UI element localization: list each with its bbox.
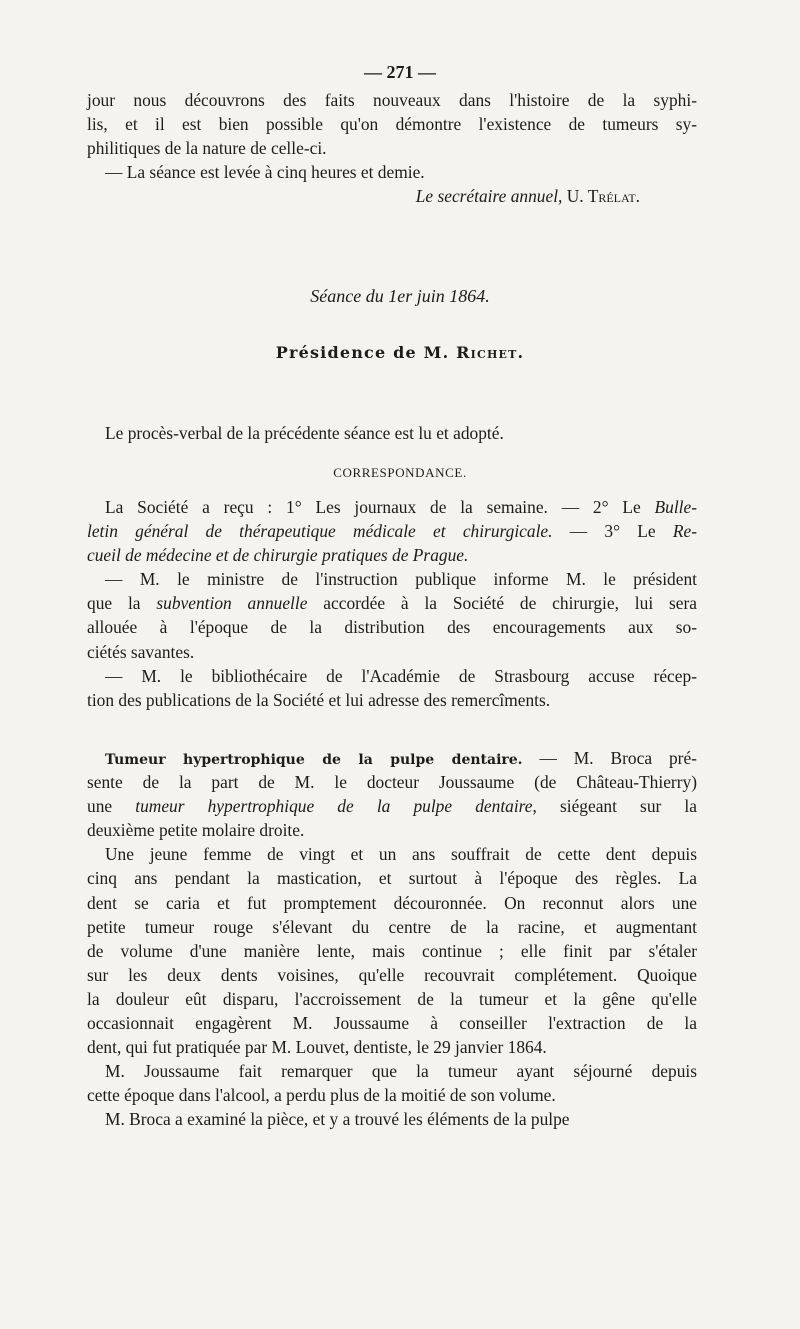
text-run: sente de la part de M. le docteur Joussaume (de Château-Thierry) — [87, 772, 697, 793]
tumeur-paragraph — [87, 746, 697, 1132]
text-run: dent, qui fut pratiquée par M. Louvet, dentiste, le 29 janvier 1864. — [87, 1037, 547, 1058]
text-line — [87, 1059, 697, 1083]
text-run: cinq ans pendant la mastication, et surtout à l'époque des règles. La — [87, 868, 697, 889]
text-run: deuxième petite molaire droite. — [87, 820, 305, 841]
italic-run: subvention annuelle — [156, 593, 308, 614]
signature-name: U. Trélat. — [566, 186, 640, 207]
text-line — [87, 891, 697, 915]
text-line — [87, 866, 697, 890]
text-line — [87, 640, 697, 664]
text-line — [87, 519, 697, 543]
text-run: M. Broca a examiné la pièce, et y a trouvé les éléments de la pulpe — [105, 1109, 570, 1130]
italic-run: tumeur hypertrophique de la pulpe dentaire — [135, 796, 533, 817]
text-line — [87, 1107, 697, 1131]
text-run: petite tumeur rouge s'élevant du centre de la racine, et augmentant — [87, 916, 697, 937]
section-heading: Tumeur hypertrophique de la pulpe dentaire. — [105, 752, 523, 768]
text-run: dent se caria et fut promptement découronnée. On reconnut alors une — [87, 892, 697, 913]
text-line — [87, 567, 697, 591]
text-line — [87, 987, 697, 1011]
text-run: — M. Broca pré- — [522, 748, 697, 768]
text-line: Le procès-verbal de la précédente séance est lu et adopté. — [105, 423, 504, 443]
text-line — [87, 963, 697, 987]
proces-verbal-paragraph — [87, 421, 697, 445]
text-run: accordée à la Société de chirurgie, lui sera — [307, 593, 697, 614]
text-line — [87, 688, 697, 712]
signature-role: Le secrétaire annuel, — [415, 186, 563, 207]
italic-run: cueil de médecine et de chirurgie pratiques de Prague. — [87, 545, 469, 566]
italic-run: Bulle- — [654, 497, 697, 517]
seance-title: Séance du 1er juin 1864. — [310, 286, 490, 306]
text-line: philitiques de la nature de celle-ci. — [87, 138, 327, 159]
text-run: occasionnait engagèrent M. Joussaume à conseiller l'extraction de la — [87, 1013, 697, 1034]
text-line — [87, 842, 697, 866]
text-line — [87, 1035, 697, 1059]
text-run: — 3° Le — [552, 521, 673, 542]
text-line: jour nous découvrons des faits nouveaux dans l'histoire de la syphi- — [87, 90, 697, 110]
text-line — [87, 794, 697, 818]
text-run: tion des publications de la Société et lui adresse des remercîments. — [87, 689, 551, 710]
italic-run: Re- — [672, 521, 697, 542]
text-line — [87, 915, 697, 939]
text-run: une — [87, 796, 136, 817]
text-run: ciétés savantes. — [87, 641, 195, 662]
text-line — [87, 939, 697, 963]
correspondance-paragraph — [87, 495, 697, 712]
italic-run: letin général de thérapeutique médicale et chirurgicale. — [87, 521, 553, 542]
presidence-name: Richet. — [456, 343, 525, 362]
text-line — [87, 1011, 697, 1035]
text-line — [87, 543, 697, 567]
presidence-prefix: Présidence de M. — [275, 343, 450, 362]
text-line — [87, 1083, 697, 1107]
text-run: de volume d'une manière lente, mais continue ; elle finit par s'étaler — [87, 940, 697, 961]
text-run: — M. le ministre de l'instruction publique informe M. le président — [105, 569, 697, 590]
text-run: que la — [87, 593, 157, 614]
text-line: lis, et il est bien possible qu'on démontre l'existence de tumeurs sy- — [87, 114, 697, 135]
text-run: allouée à l'époque de la distribution des encouragements aux so- — [87, 617, 697, 638]
text-line — [87, 615, 697, 639]
text-run: M. Joussaume fait remarquer que la tumeur ayant séjourné depuis — [105, 1061, 697, 1082]
presidence-line — [0, 343, 800, 362]
text-run: cette époque dans l'alcool, a perdu plus de la moitié de son volume. — [87, 1085, 556, 1106]
text-line — [87, 746, 697, 770]
text-line — [87, 664, 697, 688]
text-run: La Société a reçu : 1° Les journaux de la semaine. — 2° Le — [105, 497, 655, 517]
correspondance-heading: CORRESPONDANCE. — [333, 465, 467, 480]
text-run: la douleur eût disparu, l'accroissement de la tumeur et la gêne qu'elle — [87, 988, 697, 1009]
text-line — [87, 591, 697, 615]
text-run: Une jeune femme de vingt et un ans souffrait de cette dent depuis — [105, 844, 697, 865]
closing-paragraph — [87, 88, 697, 208]
text-line — [87, 770, 697, 794]
signature-line — [87, 184, 697, 208]
text-run: — M. le bibliothécaire de l'Académie de Strasbourg accuse récep- — [105, 665, 697, 686]
text-line — [87, 495, 697, 519]
text-line — [87, 818, 697, 842]
text-run: sur les deux dents voisines, qu'elle recouvrait complétement. Quoique — [87, 964, 697, 985]
page-number: — 271 — — [364, 62, 436, 82]
text-line: — La séance est levée à cinq heures et demie. — [105, 162, 425, 183]
text-run: , siégeant sur la — [532, 796, 697, 817]
